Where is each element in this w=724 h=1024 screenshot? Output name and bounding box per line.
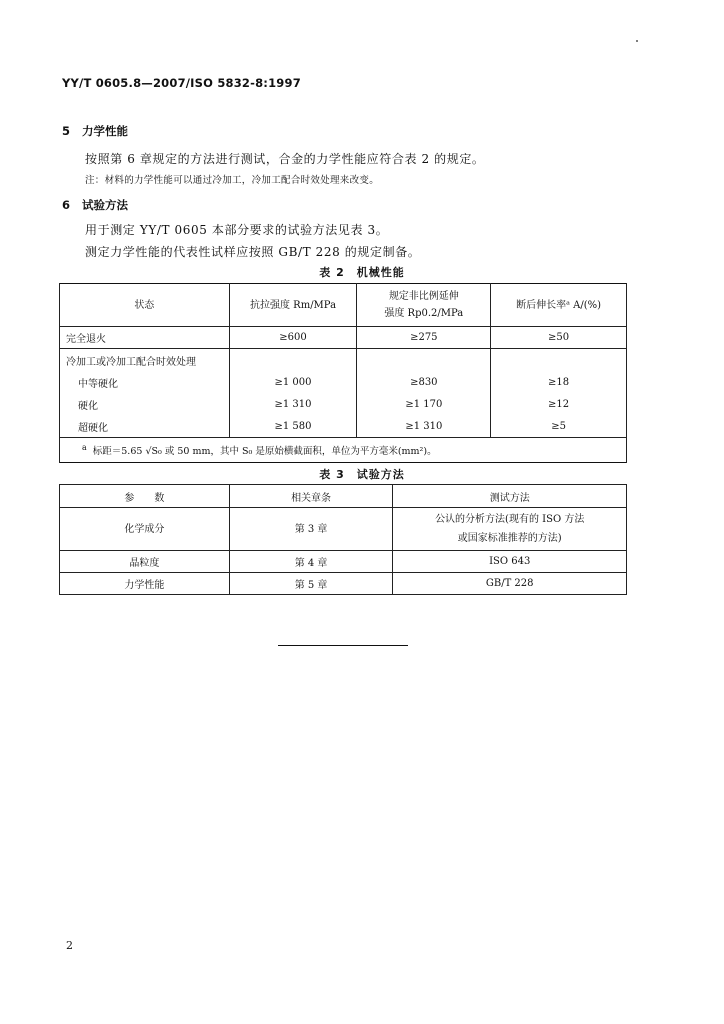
row-hard-label: 硬化 xyxy=(60,393,230,415)
row-annealed-elongation: ≥50 xyxy=(491,327,627,349)
table-row xyxy=(60,327,627,349)
table-row xyxy=(60,508,627,551)
row-medium-tensile: ≥1 000 xyxy=(229,371,357,393)
row-grain-method: ISO 643 xyxy=(393,551,627,573)
header-method: 测试方法 xyxy=(393,485,627,508)
row-mech-clause: 第 5 章 xyxy=(229,573,393,595)
row-extra-yield: ≥1 310 xyxy=(357,415,491,438)
row-grain-param: 晶粒度 xyxy=(60,551,230,573)
row-hard-tensile: ≥1 310 xyxy=(229,393,357,415)
scan-dot xyxy=(636,40,638,42)
table-row xyxy=(60,573,627,595)
section-6-paragraph-2: 测定力学性能的代表性试样应按照 GB/T 228 的规定制备。 xyxy=(85,245,421,259)
header-yield-line-2: 强度 Rp0.2/MPa xyxy=(384,308,464,319)
section-6-number: 6 xyxy=(62,198,71,212)
row-hard-elongation: ≥12 xyxy=(491,393,627,415)
section-6-paragraph-1: 用于测定 YY/T 0605 本部分要求的试验方法见表 3。 xyxy=(85,223,389,237)
row-mech-method: GB/T 228 xyxy=(393,573,627,595)
row-chem-method-line-2: 或国家标准推荐的方法) xyxy=(457,533,562,544)
section-5-title: 力学性能 xyxy=(82,124,128,138)
header-tensile: 抗拉强度 Rm/MPa xyxy=(229,284,357,327)
row-chem-param: 化学成分 xyxy=(60,508,230,551)
table-row xyxy=(60,371,627,393)
footnote-mark: a xyxy=(82,442,87,452)
header-yield xyxy=(357,284,491,327)
row-chem-clause: 第 3 章 xyxy=(229,508,393,551)
row-medium-label: 中等硬化 xyxy=(60,371,230,393)
table-footnote xyxy=(60,438,627,463)
row-annealed-yield: ≥275 xyxy=(357,327,491,349)
section-5-heading xyxy=(62,123,128,139)
row-hard-yield: ≥1 170 xyxy=(357,393,491,415)
document-header: YY/T 0605.8—2007/ISO 5832-8:1997 xyxy=(62,76,301,90)
row-chem-method-line-1: 公认的分析方法(现有的 ISO 方法 xyxy=(435,514,585,525)
table-3-caption: 表 3 试验方法 xyxy=(319,468,405,481)
page-number: 2 xyxy=(66,939,73,952)
table-2-caption: 表 2 机械性能 xyxy=(319,266,405,279)
mechanical-properties-table xyxy=(59,283,627,463)
section-6-title: 试验方法 xyxy=(82,198,128,212)
row-annealed-label: 完全退火 xyxy=(60,327,230,349)
header-clause: 相关章条 xyxy=(229,485,393,508)
header-yield-line-1: 规定非比例延伸 xyxy=(388,291,459,302)
section-5-number: 5 xyxy=(62,124,71,138)
section-5-paragraph: 按照第 6 章规定的方法进行测试，合金的力学性能应符合表 2 的规定。 xyxy=(85,152,485,166)
section-5-note: 注：材料的力学性能可以通过冷加工，冷加工配合时效处理来改变。 xyxy=(85,175,380,186)
footnote-text: 标距＝5.65 √S₀ 或 50 mm，其中 S₀ 是原始横截面积，单位为平方毫米(mm²)。 xyxy=(92,446,437,458)
row-medium-yield: ≥830 xyxy=(357,371,491,393)
table-row xyxy=(60,415,627,438)
row-medium-elongation: ≥18 xyxy=(491,371,627,393)
row-extra-tensile: ≥1 580 xyxy=(229,415,357,438)
row-extra-elongation: ≥5 xyxy=(491,415,627,438)
header-state: 状态 xyxy=(60,284,230,327)
table-header-row xyxy=(60,284,627,327)
row-annealed-tensile: ≥600 xyxy=(229,327,357,349)
table-row xyxy=(60,393,627,415)
test-methods-table xyxy=(59,484,627,595)
header-elongation: 断后伸长率ᵃ A/(%) xyxy=(491,284,627,327)
row-chem-method xyxy=(393,508,627,551)
row-mech-param: 力学性能 xyxy=(60,573,230,595)
row-grain-clause: 第 4 章 xyxy=(229,551,393,573)
row-group-label: 冷加工或冷加工配合时效处理 xyxy=(60,349,230,372)
section-6-heading xyxy=(62,197,128,213)
end-rule xyxy=(278,645,408,646)
row-extra-label: 超硬化 xyxy=(60,415,230,438)
table-row xyxy=(60,551,627,573)
table-row xyxy=(60,349,627,372)
header-param: 参 数 xyxy=(60,485,230,508)
table-footnote-row xyxy=(60,438,627,463)
table-header-row xyxy=(60,485,627,508)
